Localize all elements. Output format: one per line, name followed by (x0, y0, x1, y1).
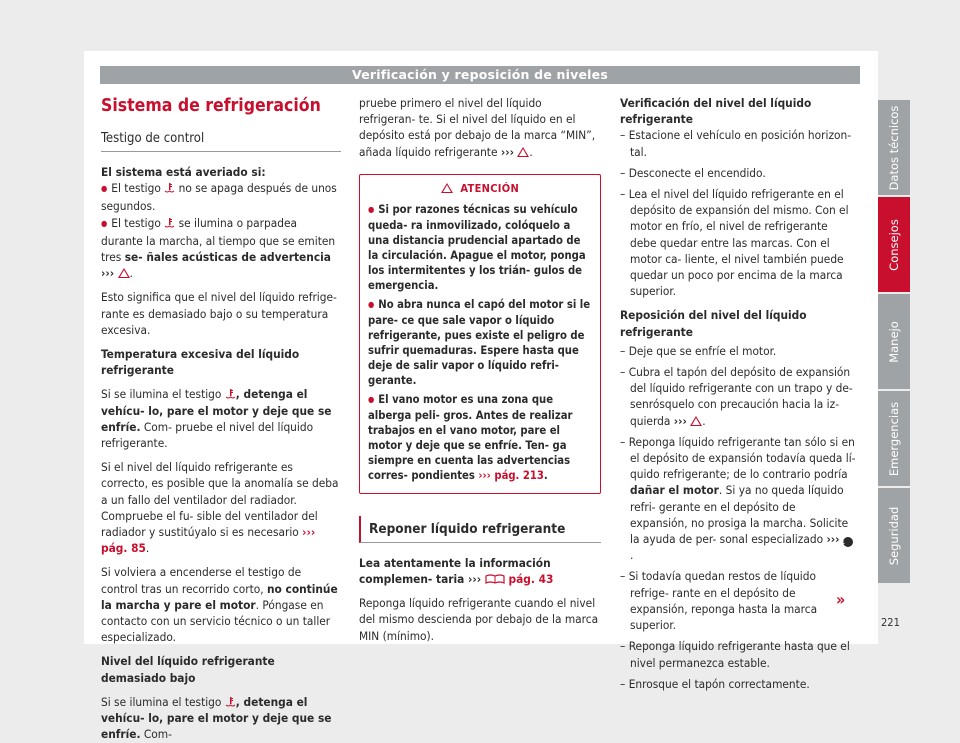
paragraph: Esto significa que el nivel del líquido refrige- rante es demasiado bajo o su temperatura excesiva. (101, 290, 337, 337)
step-item: – Desconecte el encendido. (620, 165, 856, 181)
column-1 (101, 95, 341, 743)
averiado-heading: El sistema está averiado si: (101, 165, 266, 179)
step-item: – Enrosque el tapón correctamente. (620, 676, 856, 692)
bullet-item: ● El testigo se ilumina o parpadea durante la marcha, al tiempo que se emiten tres se- ñales acústicas de advertencia ››› . (101, 215, 341, 282)
running-header: Verificación y reposición de niveles (100, 66, 860, 84)
step-item: – Reponga líquido refrigerante hasta que el nivel permanezca estable. (620, 638, 856, 670)
page-link[interactable]: pág. 43 (508, 572, 554, 587)
paragraph: Si volviera a encenderse el testigo de control tras un recorrido corto, no continúe la marcha y pare el motor. Póngase en contacto con un servicio técnico o un taller especializado. (101, 565, 338, 645)
step-item: – Reponga líquido refrigerante tan sólo si en el depósito de expansión todavía queda lí- quido refrigerante; de lo contrario podría dañar el motor. Si ya no queda líquido refri- gerante en el depósito de expansión, no prosiga la marcha. Solicite la ayuda de per- sonal especializado ››› 1. (620, 434, 856, 564)
paragraph: Si el nivel del líquido refrigerante es correcto, es posible que la anomalía se deba a un fallo del ventilador del radiador. Compruebe el fu- sible del ventilador del radiador y sustitúyalo si es necesario ››› pág. 85. (101, 460, 339, 556)
verif-heading: Verificación del nivel del líquido refrigerante (620, 96, 812, 127)
coolant-warning-icon (225, 696, 236, 708)
step-item: – Cubra el tapón del depósito de expansión del líquido refrigerante con un trapo y de- senrósquelo con precaución hacia la iz- quierda ››› . (620, 364, 856, 429)
paragraph: Si se ilumina el testigo , detenga el vehícu- lo, pare el motor y deje que se enfríe. Com- (101, 694, 332, 742)
repo-heading: Reposición del nivel del líquido refrigerante (620, 308, 807, 339)
subsection-title: Reponer líquido refrigerante (359, 516, 601, 543)
warning-item: ● No abra nunca el capó del motor si le pare- ce que sale vapor o líquido refrigerante, pues existe el peligro de sufrir quemaduras. Espere hasta que deje de salir vapor o líquido refri- gerante. (368, 297, 592, 388)
column-3 (620, 95, 856, 692)
page-number: 221 (881, 616, 900, 629)
warning-item: ● El vano motor es una zona que alberga peli- gros. Antes de realizar trabajos en el vano motor, pare el motor y deje que se enfríe. Ten- ga siempre en cuenta las advertencias corres- pondientes ››› pág. 213. (368, 392, 592, 483)
warning-triangle-icon (441, 183, 453, 193)
paragraph: pruebe primero el nivel del líquido refrigeran- te. Si el nivel del líquido en el depósito está por debajo de la marca “MIN”, añada líquido refrigerante ››› . (359, 96, 596, 159)
warning-triangle-icon (690, 416, 702, 426)
continue-mark: » (836, 590, 846, 609)
page-link[interactable]: ››› pág. 85 (101, 525, 316, 556)
coolant-warning-icon (164, 182, 175, 194)
info-icon: 1 (843, 537, 853, 547)
bullet-item: ● El testigo no se apaga después de unos segundos. (101, 180, 341, 214)
warning-header: ATENCIÓN (368, 181, 592, 196)
paragraph: Si se ilumina el testigo , detenga el vehícu- lo, pare el motor y deje que se enfríe. Com- pruebe el nivel del líquido refrigerante. (101, 387, 332, 451)
book-reference-icon (485, 573, 505, 585)
page-link[interactable]: ››› pág. 213 (478, 468, 544, 482)
step-item: – Estacione el vehículo en posición horizon- tal. (620, 127, 856, 159)
coolant-warning-icon (164, 217, 175, 229)
tab-emergencias[interactable]: Emergencias (878, 391, 910, 486)
section-subtitle: Testigo de control (101, 131, 341, 152)
paragraph: Reponga líquido refrigerante cuando el nivel del mismo descienda por debajo de la marca MIN (mínimo). (359, 596, 599, 643)
warning-item: ● Si por razones técnicas su vehículo queda- ra inmovilizado, colóquelo a una distancia prudencial apartado de la circulación. Apague el motor, ponga los intermitentes y los trián- gulos de emergencia. (368, 202, 592, 293)
warning-box (359, 174, 601, 494)
step-item: – Si todavía quedan restos de líquido refrige- rante en el depósito de expansión, reponga hasta la marca superior. (620, 568, 856, 633)
warning-triangle-icon (517, 147, 529, 157)
step-item: – Lea el nivel del líquido refrigerante en el depósito de expansión del mismo. Con el motor en frío, el nivel de refrigerante debe quedar entre las marcas. Con el motor ca- liente, el nivel también puede quedar un poco por encima de la marca superior. (620, 186, 856, 299)
tab-datos-tecnicos[interactable]: Datos técnicos (878, 100, 910, 195)
tab-consejos[interactable]: Consejos (878, 197, 910, 292)
tab-seguridad[interactable]: Seguridad (878, 488, 910, 583)
temp-heading: Temperatura excesiva del líquido refrigerante (101, 347, 300, 378)
section-title: Sistema de refrigeración (101, 96, 321, 116)
step-item: – Deje que se enfríe el motor. (620, 343, 856, 359)
warning-triangle-icon (118, 268, 130, 278)
tab-manejo[interactable]: Manejo (878, 294, 910, 389)
coolant-warning-icon (225, 388, 236, 400)
bajo-heading: Nivel del líquido refrigerante demasiado bajo (101, 654, 275, 685)
column-2 (359, 95, 601, 644)
info-reference: Lea atentamente la información complemen- taria ››› pág. 43 (359, 555, 554, 587)
